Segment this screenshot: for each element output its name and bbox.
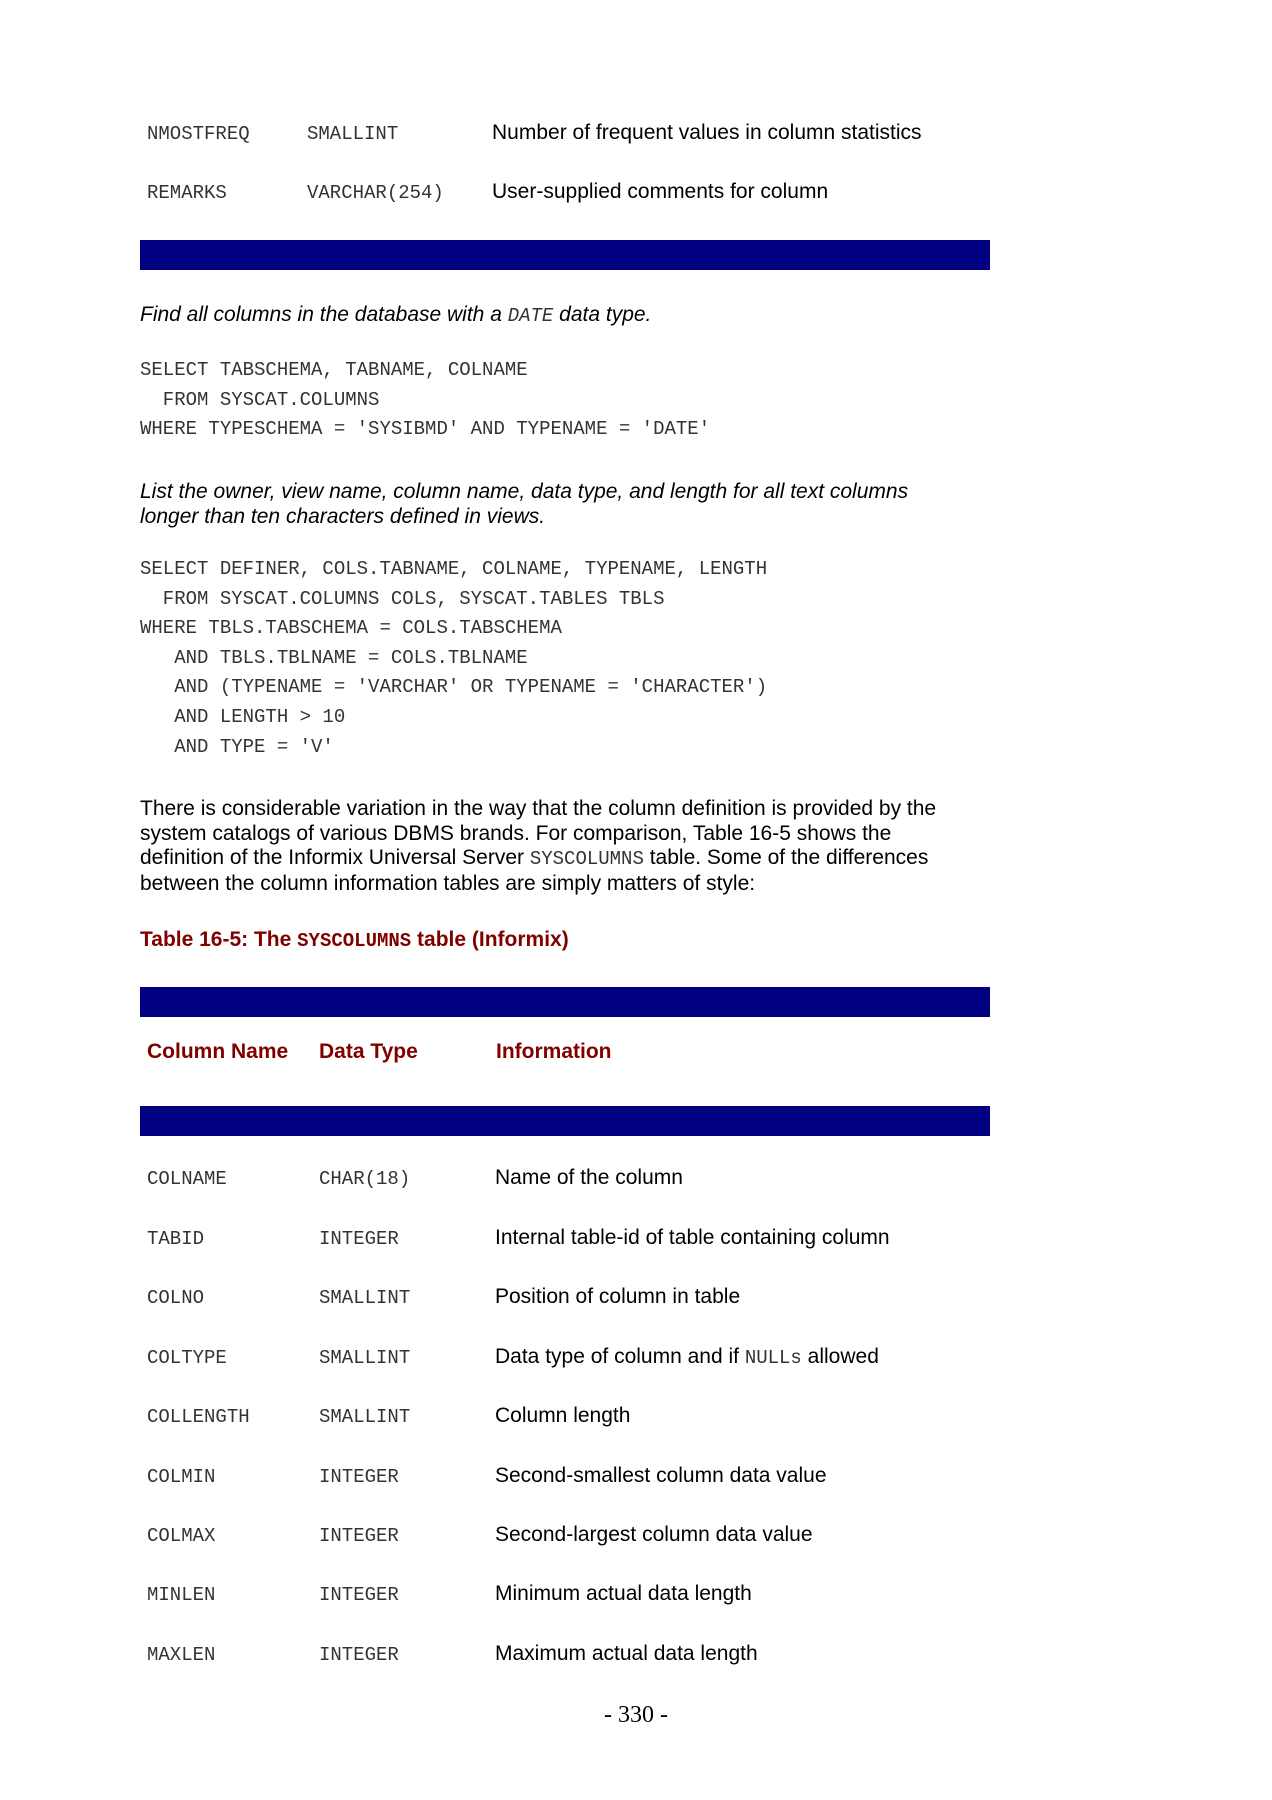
body-paragraph: There is considerable variation in the way that the column definition is provided by the system catalogs of various DBMS brands. For comparison, Table 16-5 shows the definition of the Informix Universal Server SYSCOLUMNS table. Some of the differences between the column information tables are simply matters of style: — [140, 797, 937, 895]
data-type-cell: INTEGER — [319, 1228, 399, 1250]
table-caption: Table 16-5: The SYSCOLUMNS table (Informix) — [140, 928, 569, 952]
header-data-type: Data Type — [319, 1040, 418, 1063]
information-cell: User-supplied comments for column — [492, 180, 829, 203]
column-name-cell: TABID — [147, 1228, 205, 1250]
table-header-bar — [140, 1106, 990, 1136]
table-row — [147, 1228, 997, 1252]
data-type-cell: SMALLINT — [319, 1406, 411, 1428]
page-number: - 330 - — [604, 1702, 668, 1728]
table-row — [147, 123, 997, 147]
inline-code: SYSCOLUMNS — [297, 930, 412, 952]
column-name-cell: COLMAX — [147, 1525, 216, 1547]
data-type-cell: INTEGER — [319, 1584, 399, 1606]
query-description: List the owner, view name, column name, data type, and length for all text columns longer than ten characters defined in views. — [140, 480, 909, 528]
data-type-cell: INTEGER — [319, 1644, 399, 1666]
column-name-cell: COLNO — [147, 1287, 205, 1309]
column-name-cell: REMARKS — [147, 182, 227, 204]
information-cell: Data type of column and if NULLs allowed — [495, 1345, 879, 1369]
column-name-cell: COLNAME — [147, 1168, 227, 1190]
information-cell: Name of the column — [495, 1166, 683, 1189]
information-cell: Minimum actual data length — [495, 1582, 752, 1605]
column-name-cell: COLMIN — [147, 1466, 216, 1488]
data-type-cell: VARCHAR(254) — [307, 182, 444, 204]
data-type-cell: SMALLINT — [307, 123, 399, 145]
inline-code: NULLs — [744, 1347, 802, 1369]
column-name-cell: MAXLEN — [147, 1644, 216, 1666]
column-name-cell: NMOSTFREQ — [147, 123, 250, 145]
table-row — [147, 1168, 997, 1192]
sql-code-block: SELECT DEFINER, COLS.TABNAME, COLNAME, TYPENAME, LENGTH FROM SYSCAT.COLUMNS COLS, SYSCAT.TABLES TBLS WHERE TBLS.TABSCHEMA = COLS.TABSCHEMA AND TBLS.TBLNAME = COLS.TBLNAME AND (TYPENAME = 'VARCHAR' OR TYPENAME = 'CHARACTER') AND LENGTH > 10 AND TYPE = 'V' — [140, 558, 768, 758]
data-type-cell: SMALLINT — [319, 1287, 411, 1309]
information-cell: Maximum actual data length — [495, 1642, 758, 1665]
table-row — [147, 1347, 997, 1371]
table-row — [147, 1287, 997, 1311]
information-cell: Position of column in table — [495, 1285, 741, 1308]
column-name-cell: COLTYPE — [147, 1347, 227, 1369]
information-cell: Number of frequent values in column statistics — [492, 121, 922, 144]
inline-code: SYSCOLUMNS — [529, 848, 644, 870]
sql-code-block: SELECT TABSCHEMA, TABNAME, COLNAME FROM SYSCAT.COLUMNS WHERE TYPESCHEMA = 'SYSIBMD' AND TYPENAME = 'DATE' — [140, 359, 711, 441]
inline-code: DATE — [507, 305, 554, 327]
column-name-cell: MINLEN — [147, 1584, 216, 1606]
table-row — [147, 182, 997, 206]
table-row — [147, 1584, 997, 1608]
header-information: Information — [496, 1040, 612, 1063]
query-description: Find all columns in the database with a DATE data type. — [140, 303, 652, 327]
information-cell: Second-largest column data value — [495, 1523, 813, 1546]
table-top-bar — [140, 987, 990, 1017]
column-name-cell: COLLENGTH — [147, 1406, 250, 1428]
table-divider-bar — [140, 240, 990, 270]
information-cell: Second-smallest column data value — [495, 1464, 827, 1487]
data-type-cell: INTEGER — [319, 1466, 399, 1488]
table-row — [147, 1406, 997, 1430]
information-cell: Internal table-id of table containing column — [495, 1226, 890, 1249]
information-cell: Column length — [495, 1404, 631, 1427]
header-column-name: Column Name — [147, 1040, 289, 1063]
table-row — [147, 1525, 997, 1549]
data-type-cell: CHAR(18) — [319, 1168, 411, 1190]
table-row — [147, 1466, 997, 1490]
table-row — [147, 1644, 997, 1668]
data-type-cell: INTEGER — [319, 1525, 399, 1547]
data-type-cell: SMALLINT — [319, 1347, 411, 1369]
